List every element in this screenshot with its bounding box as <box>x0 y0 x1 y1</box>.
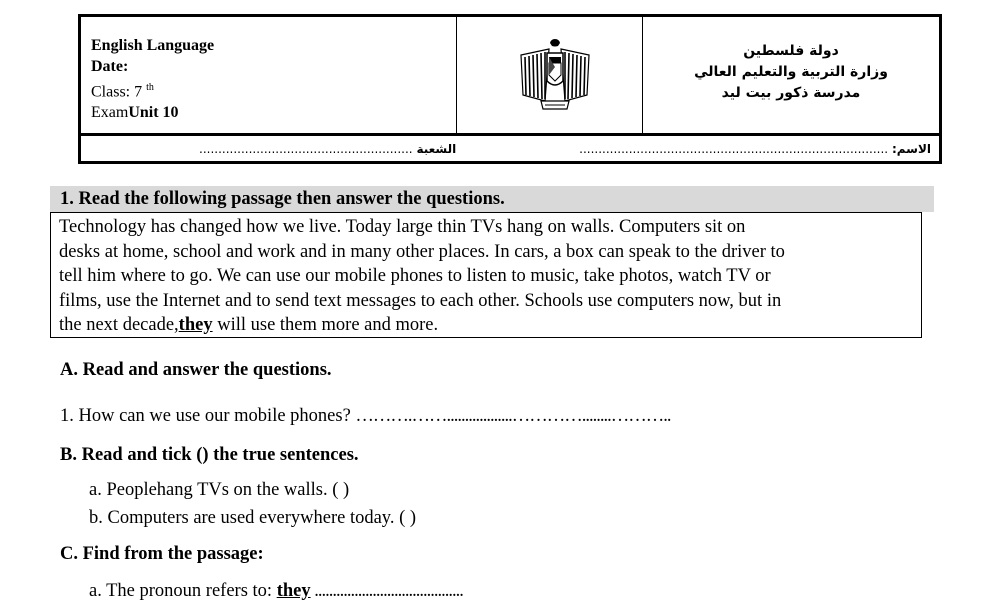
question-1-title: 1. Read the following passage then answer the questions. <box>50 186 934 212</box>
passage-line: Technology has changed how we live. Today large thin TVs hang on walls. Computers sit on <box>59 217 746 237</box>
class-label: Class: 7 $^{th}$ <box>91 82 154 101</box>
header-left-cell <box>81 17 457 133</box>
passage-line: tell him where to go. We can use our mobile phones to listen to music, take photos, watch TV or <box>59 266 771 286</box>
find-item-a[interactable]: a. The pronoun refers to: they ......................................... <box>89 581 463 601</box>
section-a-title: A. Read and answer the questions. <box>60 360 332 380</box>
date-label: Date: <box>91 58 129 75</box>
student-name-field[interactable]: الاسم: ................................................................................. <box>579 142 931 156</box>
header-emblem-cell <box>457 17 643 133</box>
section-c-title: C. Find from the passage: <box>60 544 264 564</box>
header-right-cell <box>643 17 939 133</box>
passage-line: desks at home, school and work and in many other places. In cars, a box can speak to the driver to <box>59 241 785 262</box>
subject-label: English Language <box>91 37 215 54</box>
header-bottom-row <box>81 133 939 161</box>
ministry-label: وزارة التربية والتعليم العالي <box>694 64 888 80</box>
passage-line-last: the next decade,they will use them more and more. <box>59 315 439 335</box>
highlighted-pronoun: they <box>178 315 213 335</box>
exam-header <box>78 14 942 164</box>
passage-line: films, use the Internet and to send text messages to each other. Schools use computers now, but in <box>59 290 782 311</box>
section-b-title: B. Read and tick () the true sentences. <box>60 445 359 465</box>
palestine-eagle-emblem-icon <box>515 35 595 115</box>
school-label: مدرسة ذكور بيت ليد <box>721 85 861 101</box>
state-label: دولة فلسطين <box>743 43 839 59</box>
exam-label: ExamUnit 10 <box>91 104 179 122</box>
reading-passage <box>50 212 922 338</box>
header-top-row <box>81 17 939 133</box>
tick-item-a[interactable]: a. Peoplehang TVs on the walls. ( ) <box>89 480 350 500</box>
pronoun-word: they <box>276 581 311 601</box>
class-section-field[interactable]: الشعبة ........................................................ <box>199 142 457 156</box>
tick-item-b[interactable]: b. Computers are used everywhere today. ( ) <box>89 508 417 528</box>
question-a1[interactable]: 1. How can we use our mobile phones? ……….……..................…………........……….. <box>60 406 671 426</box>
